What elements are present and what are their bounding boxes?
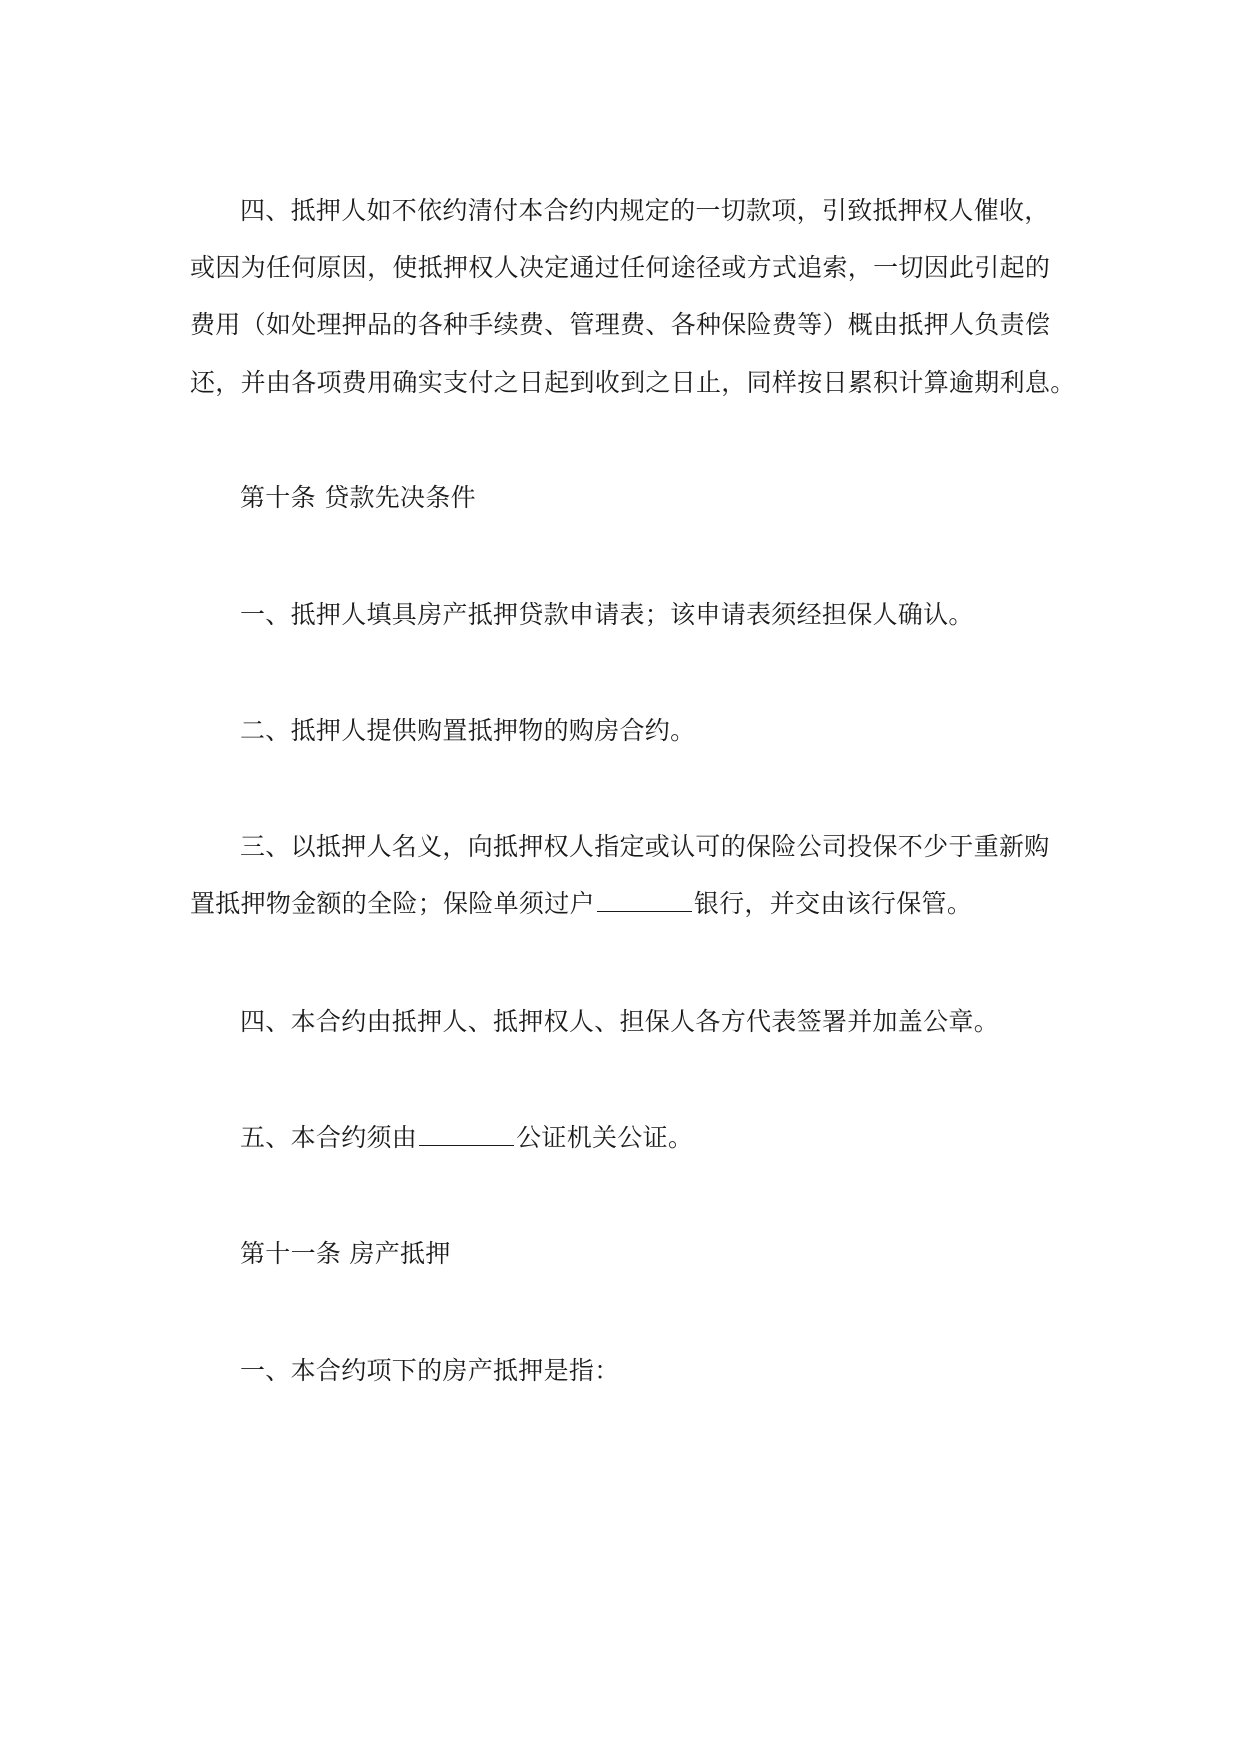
- article-11-heading: 第十一条 房产抵押: [240, 1239, 451, 1268]
- text-segment: 银行，并交由该行保管。: [693, 889, 973, 918]
- article-10-heading: 第十条 贷款先决条件: [240, 483, 476, 512]
- article-10-item-2: 二、抵押人提供购置抵押物的购房合约。: [240, 716, 696, 745]
- article-10-item-5: [240, 1123, 693, 1153]
- article-10-item-1: 一、抵押人填具房产抵押贷款申请表；该申请表须经担保人确认。: [240, 600, 974, 629]
- article-10-item-3-line-1: 三、以抵押人名义，向抵押权人指定或认可的保险公司投保不少于重新购: [240, 832, 1050, 861]
- article-11-item-1: 一、本合约项下的房产抵押是指：: [240, 1356, 620, 1385]
- paragraph-line: 费用（如处理押品的各种手续费、管理费、各种保险费等）概由抵押人负责偿: [190, 310, 1051, 339]
- paragraph-line: 还，并由各项费用确实支付之日起到收到之日止，同样按日累积计算逾期利息。: [190, 368, 1076, 397]
- fill-in-blank-bank: [597, 889, 692, 912]
- article-10-item-4: 四、本合约由抵押人、抵押权人、担保人各方代表签署并加盖公章。: [240, 1007, 1000, 1036]
- text-segment: 公证机关公证。: [516, 1123, 694, 1152]
- text-segment: 五、本合约须由: [240, 1123, 418, 1152]
- fill-in-blank-notary: [419, 1123, 514, 1146]
- paragraph-line: 四、抵押人如不依约清付本合约内规定的一切款项，引致抵押权人催收，: [240, 196, 1050, 225]
- article-10-item-3-line-2: [190, 889, 972, 919]
- text-segment: 置抵押物金额的全险；保险单须过户: [190, 889, 595, 918]
- paragraph-line: 或因为任何原因，使抵押权人决定通过任何途径或方式追索，一切因此引起的: [190, 253, 1051, 282]
